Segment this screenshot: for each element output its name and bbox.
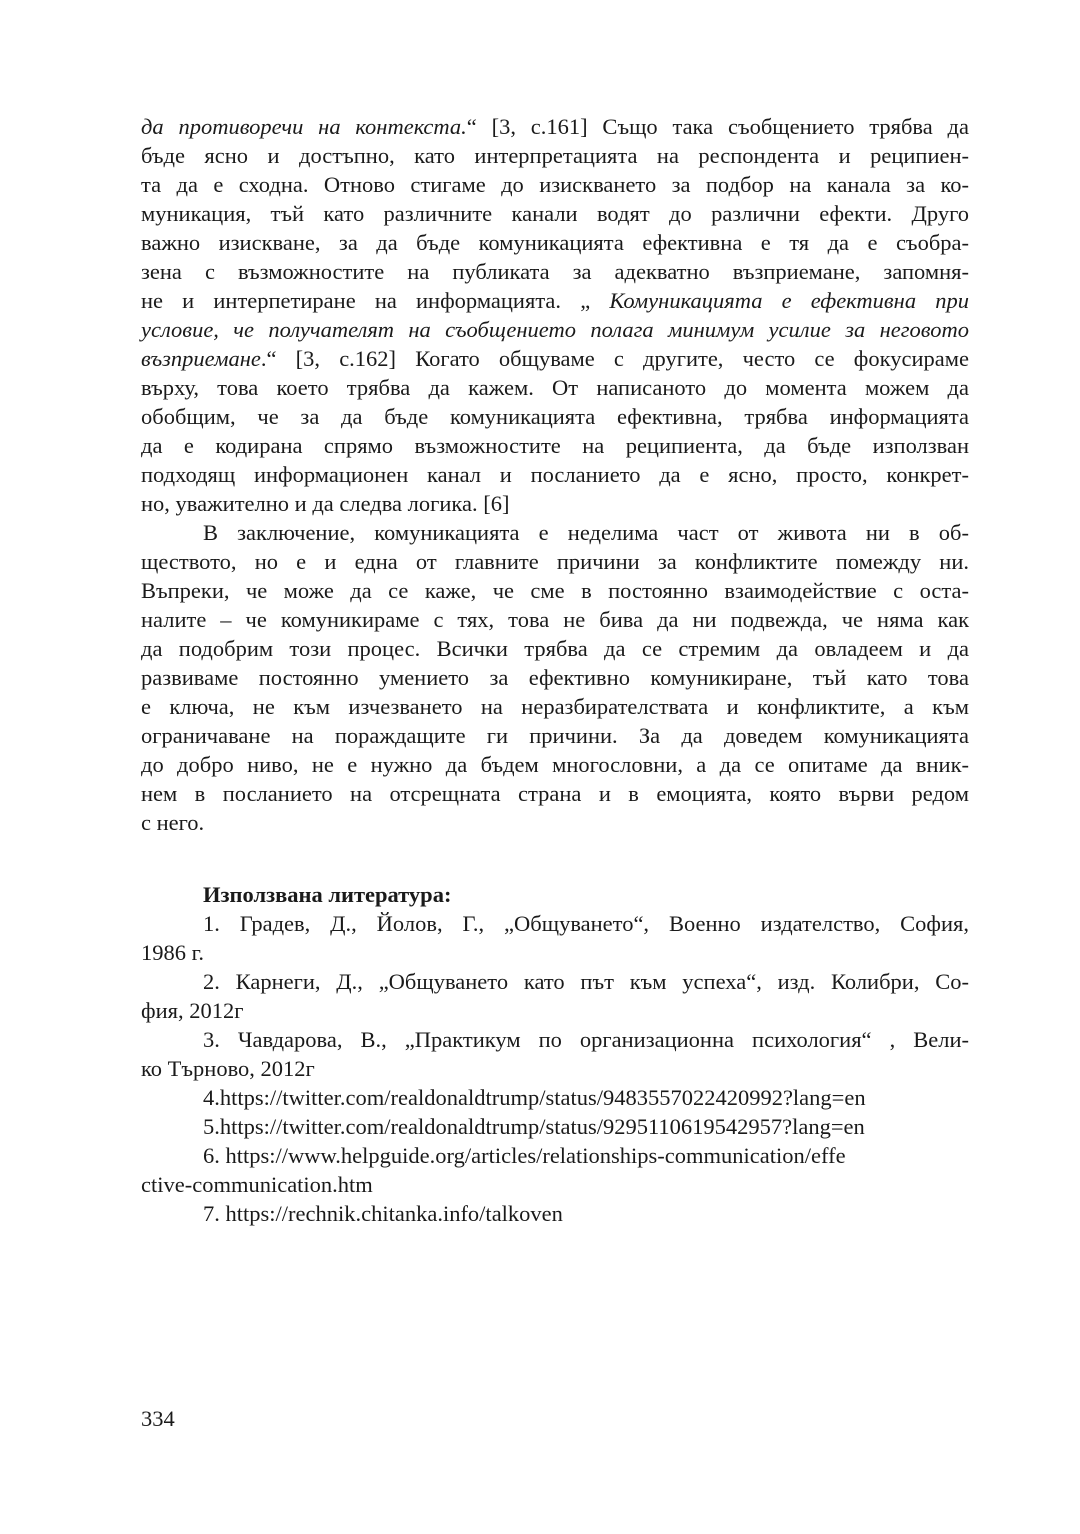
- text-line: развиваме постоянно умението за ефективно комуникиране, тъй като това: [141, 665, 969, 690]
- text-line: подходящ информационен канал и посланието да е ясно, просто, конкрет-: [141, 462, 969, 487]
- italic-quote: условие, че получателят на съобщението полага минимум усилие за неговото: [141, 317, 969, 342]
- paragraph-2: [141, 518, 969, 837]
- reference-link[interactable]: 4.https://twitter.com/realdonaldtrump/status/9483557022420992?lang=en: [203, 1085, 866, 1110]
- italic-quote: да противоречи на контекста.: [141, 114, 467, 139]
- reference-link[interactable]: 6. https://www.helpguide.org/articles/relationships-communication/effe ctive-communication.htm: [141, 1143, 846, 1197]
- text-line: възприемане.“ [3, с.162] Когато общуваме с другите, често се фокусираме: [141, 346, 969, 371]
- text-line: ограничаване на пораждащите ги причини. За да доведем комуникацията: [141, 723, 969, 748]
- reference-item: 1. Градев, Д., Йолов, Г., „Общуването“, Военно издателство, София, 1986 г.: [141, 911, 969, 965]
- reference-item: 3. Чавдарова, В., „Практикум по организационна психология“ , Вели- ко Търново, 2012г: [141, 1027, 969, 1081]
- text-line: но, уважително и да следва логика. [6]: [141, 491, 510, 516]
- page-number: 334: [141, 1406, 175, 1431]
- text-line: обобщим, че за да бъде комуникацията ефективна, трябва информацията: [141, 404, 969, 429]
- italic-quote: Комуникацията е ефективна при: [609, 288, 969, 313]
- text-line: В заключение, комуникацията е неделима част от живота ни в об-: [203, 520, 969, 545]
- text-line: бъде ясно и достъпно, като интерпретацията на респондента и реципиен-: [141, 143, 969, 168]
- text-line: зена с възможностите на публиката за адекватно възприемане, запомня-: [141, 259, 969, 284]
- text-line: важно изискване, за да бъде комуникацията ефективна е тя да е съобра-: [141, 230, 969, 255]
- text-line: върху, това което трябва да кажем. От написаното до момента можем да: [141, 375, 969, 400]
- text-line: с него.: [141, 810, 205, 835]
- reference-link[interactable]: 5.https://twitter.com/realdonaldtrump/status/9295110619542957?lang=en: [203, 1114, 865, 1139]
- paragraph-1: [141, 112, 969, 518]
- references-list: [141, 909, 969, 1228]
- text-line: нем в посланието на отсрещната страна и в емоцията, която върви редом: [141, 781, 969, 806]
- text-line: ществото, но е и една от главните причини за конфликтите помежду ни.: [141, 549, 969, 574]
- text-line: е ключа, не към изчезването на неразбирателствата и конфликтите, а към: [141, 694, 969, 719]
- reference-link[interactable]: 7. https://rechnik.chitanka.info/talkoven: [203, 1201, 563, 1226]
- references-heading: Използвана литература:: [203, 882, 452, 907]
- text-line: да подобрим този процес. Всички трябва да се стремим да овладеем и да: [141, 636, 969, 661]
- italic-quote: възприемане: [141, 346, 261, 371]
- text-line: налите – че комуникираме с тях, това не бива да ни подвежда, че няма как: [141, 607, 969, 632]
- text-line: да е кодирана спрямо възможностите на реципиента, да бъде използван: [141, 433, 969, 458]
- text-line: не и интерпетиране на информацията. „ Комуникацията е ефективна при: [141, 288, 969, 313]
- text-line: Въпреки, че може да се каже, че сме в постоянно взаимодействие с оста-: [141, 578, 969, 603]
- page-body: [141, 112, 969, 1228]
- text-line: муникация, тъй като различните канали водят до различни ефекти. Друго: [141, 201, 969, 226]
- text-line: та да е сходна. Отново стигаме до изискването за подбор на канала за ко-: [141, 172, 969, 197]
- text-line: до добро ниво, не е нужно да бъдем многословни, а да се опитаме да вник-: [141, 752, 969, 777]
- reference-item: 2. Карнеги, Д., „Общуването като път към успеха“, изд. Колибри, Со- фия, 2012г: [141, 969, 969, 1023]
- section-spacer: [141, 837, 969, 880]
- text-line: да противоречи на контекста.“ [3, с.161] Също така съобщението трябва да: [141, 114, 969, 139]
